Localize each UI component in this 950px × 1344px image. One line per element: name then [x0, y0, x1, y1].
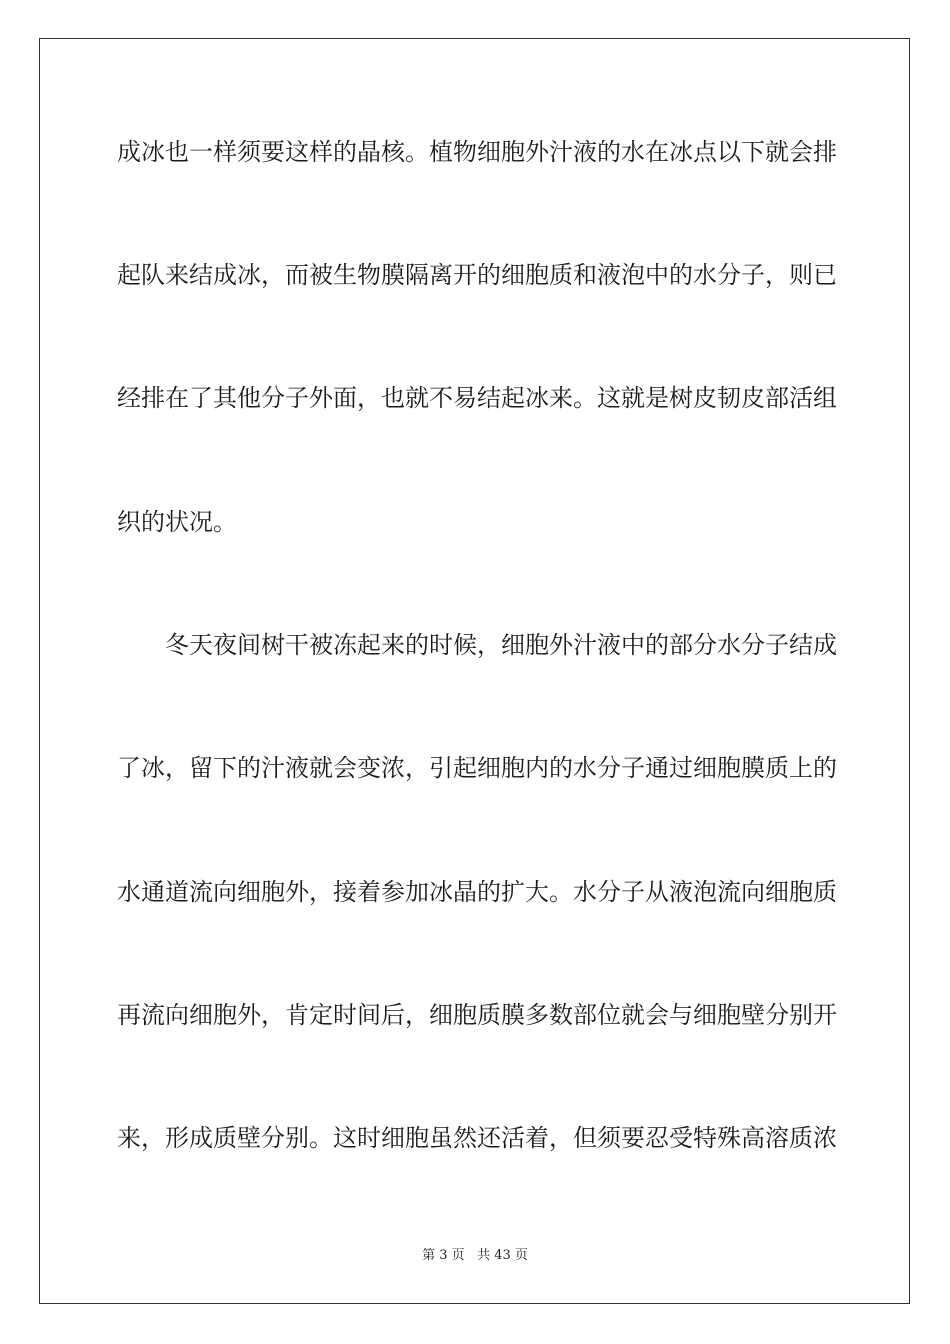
paragraph-2-line-4: 再流向细胞外，肯定时间后，细胞质膜多数部位就会与细胞壁分别开: [117, 1001, 837, 1029]
paragraph-2-line-3: 水通道流向细胞外，接着参加冰晶的扩大。水分子从液泡流向细胞质: [117, 878, 837, 906]
paragraph-2-line-1: 冬天夜间树干被冻起来的时候，细胞外汁液中的部分水分子结成: [165, 631, 837, 659]
page-footer: [0, 1247, 950, 1265]
page-frame: [39, 38, 910, 1304]
paragraph-1-line-2: 起队来结成冰，而被生物膜隔离开的细胞质和液泡中的水分子，则已: [117, 261, 837, 289]
paragraph-2-line-2: 了冰，留下的汁液就会变浓，引起细胞内的水分子通过细胞膜质上的: [117, 754, 837, 782]
page-number: 第 3 页: [422, 1248, 465, 1263]
paragraph-1-line-1: 成冰也一样须要这样的晶核。植物细胞外汁液的水在冰点以下就会排: [117, 138, 837, 166]
paragraph-2-line-5: 来，形成质壁分别。这时细胞虽然还活着，但须要忍受特殊高溶质浓: [117, 1124, 837, 1152]
paragraph-1-line-3: 经排在了其他分子外面，也就不易结起冰来。这就是树皮韧皮部活组: [117, 384, 837, 412]
paragraph-1-line-4: 织的状况。: [117, 508, 237, 536]
page-total: 共 43 页: [477, 1248, 528, 1263]
